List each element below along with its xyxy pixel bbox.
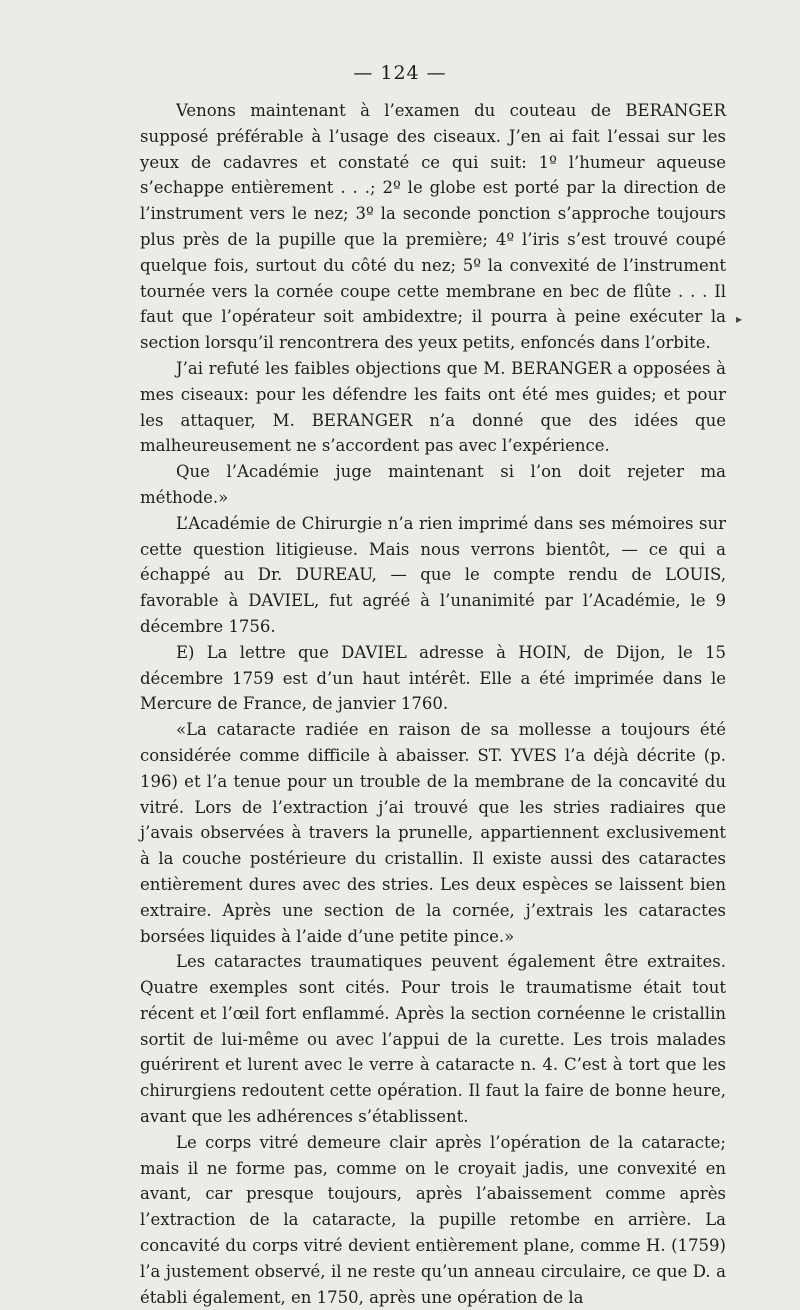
page-number-header: — 124 — <box>353 62 447 84</box>
body-text <box>140 98 726 1310</box>
margin-mark: ▸ <box>736 312 743 326</box>
paragraph-6: «La cataracte radiée en raison de sa mollesse a toujours été considérée comme difficile à abaisser. ST. YVES l’a déjà décrite (p. 196) et l’a tenue pour un trouble de la membrane de la concavité du vitré. Lors de l’extraction j’ai trouvé que les stries radiaires que j’avais observées à travers la prunelle, appartiennent exclusivement à la couche postérieure du cristallin. Il existe aussi des cataractes entièrement dures avec des stries. Les deux espèces se laissent bien extraire. Après une section de la cornée, j’extrais les cataractes borsées liquides à l’aide d’une petite pince.» <box>140 720 726 946</box>
paragraph-4: L’Académie de Chirurgie n’a rien imprimé dans ses mémoires sur cette question litigieuse. Mais nous verrons bientôt, — ce qui a échappé au Dr. DUREAU, — que le compte rendu de LOUIS, favorable à DAVIEL, fut agréé à l’unanimité par l’Académie, le 9 décembre 1756. <box>140 513 726 636</box>
paragraph-1: Venons maintenant à l’examen du couteau de BERANGER supposé préférable à l’usage des ciseaux. J’en ai fait l’essai sur les yeux de cadavres et constaté ce qui suit: 1º l’humeur aqueuse s’echappe entièrement . . .; 2º le globe est porté par la direction de l’instrument vers le nez; 3º la seconde ponction s’approche toujours plus près de la pupille que la première; 4º l’iris s’est trouvé coupé quelque fois, surtout du côté du nez; 5º la convexité de l’instrument tournée vers la cornée coupe cette membrane en bec de flûte . . . Il faut que l’opérateur soit ambidextre; il pourra à peine exécuter la section lorsqu’il rencontrera des yeux petits, enfoncés dans l’orbite. <box>140 101 726 353</box>
paragraph-2: J’ai refuté les faibles objections que M. BERANGER a opposées à mes ciseaux: pour les défendre les faits ont été mes guides; et pour les attaquer, M. BERANGER n’a donné que des idées que malheureusement ne s’accordent pas avec l’expérience. <box>140 358 726 456</box>
paragraph-7: Les cataractes traumatiques peuvent également être extraites. Quatre exemples sont cités. Pour trois le traumatisme était tout récent et l’œil fort enflammé. Après la section cornéenne le cristallin sortit de lui-même ou avec l’appui de la curette. Les trois malades guérirent et lurent avec le verre à cataracte n. 4. C’est à tort que les chirurgiens redoutent cette opération. Il faut la faire de bonne heure, avant que les adhérences s’établissent. <box>140 952 726 1127</box>
paragraph-3: Que l’Académie juge maintenant si l’on doit rejeter ma méthode.» <box>140 462 726 507</box>
paragraph-8: Le corps vitré demeure clair après l’opération de la cataracte; mais il ne forme pas, comme on le croyait jadis, une convexité en avant, car presque toujours, après l’abaissement comme après l’extraction de la cataracte, la pupille retombe en arrière. La concavité du corps vitré devient entièrement plane, comme H. (1759) l’a justement observé, il ne reste qu’un anneau circulaire, ce que D. a établi également, en 1750, après une opération de la <box>140 1132 726 1307</box>
paragraph-5: E) La lettre que DAVIEL adresse à HOIN, de Dijon, le 15 décembre 1759 est d’un haut intérêt. Elle a été imprimée dans le Mercure de France, de janvier 1760. <box>140 642 726 714</box>
